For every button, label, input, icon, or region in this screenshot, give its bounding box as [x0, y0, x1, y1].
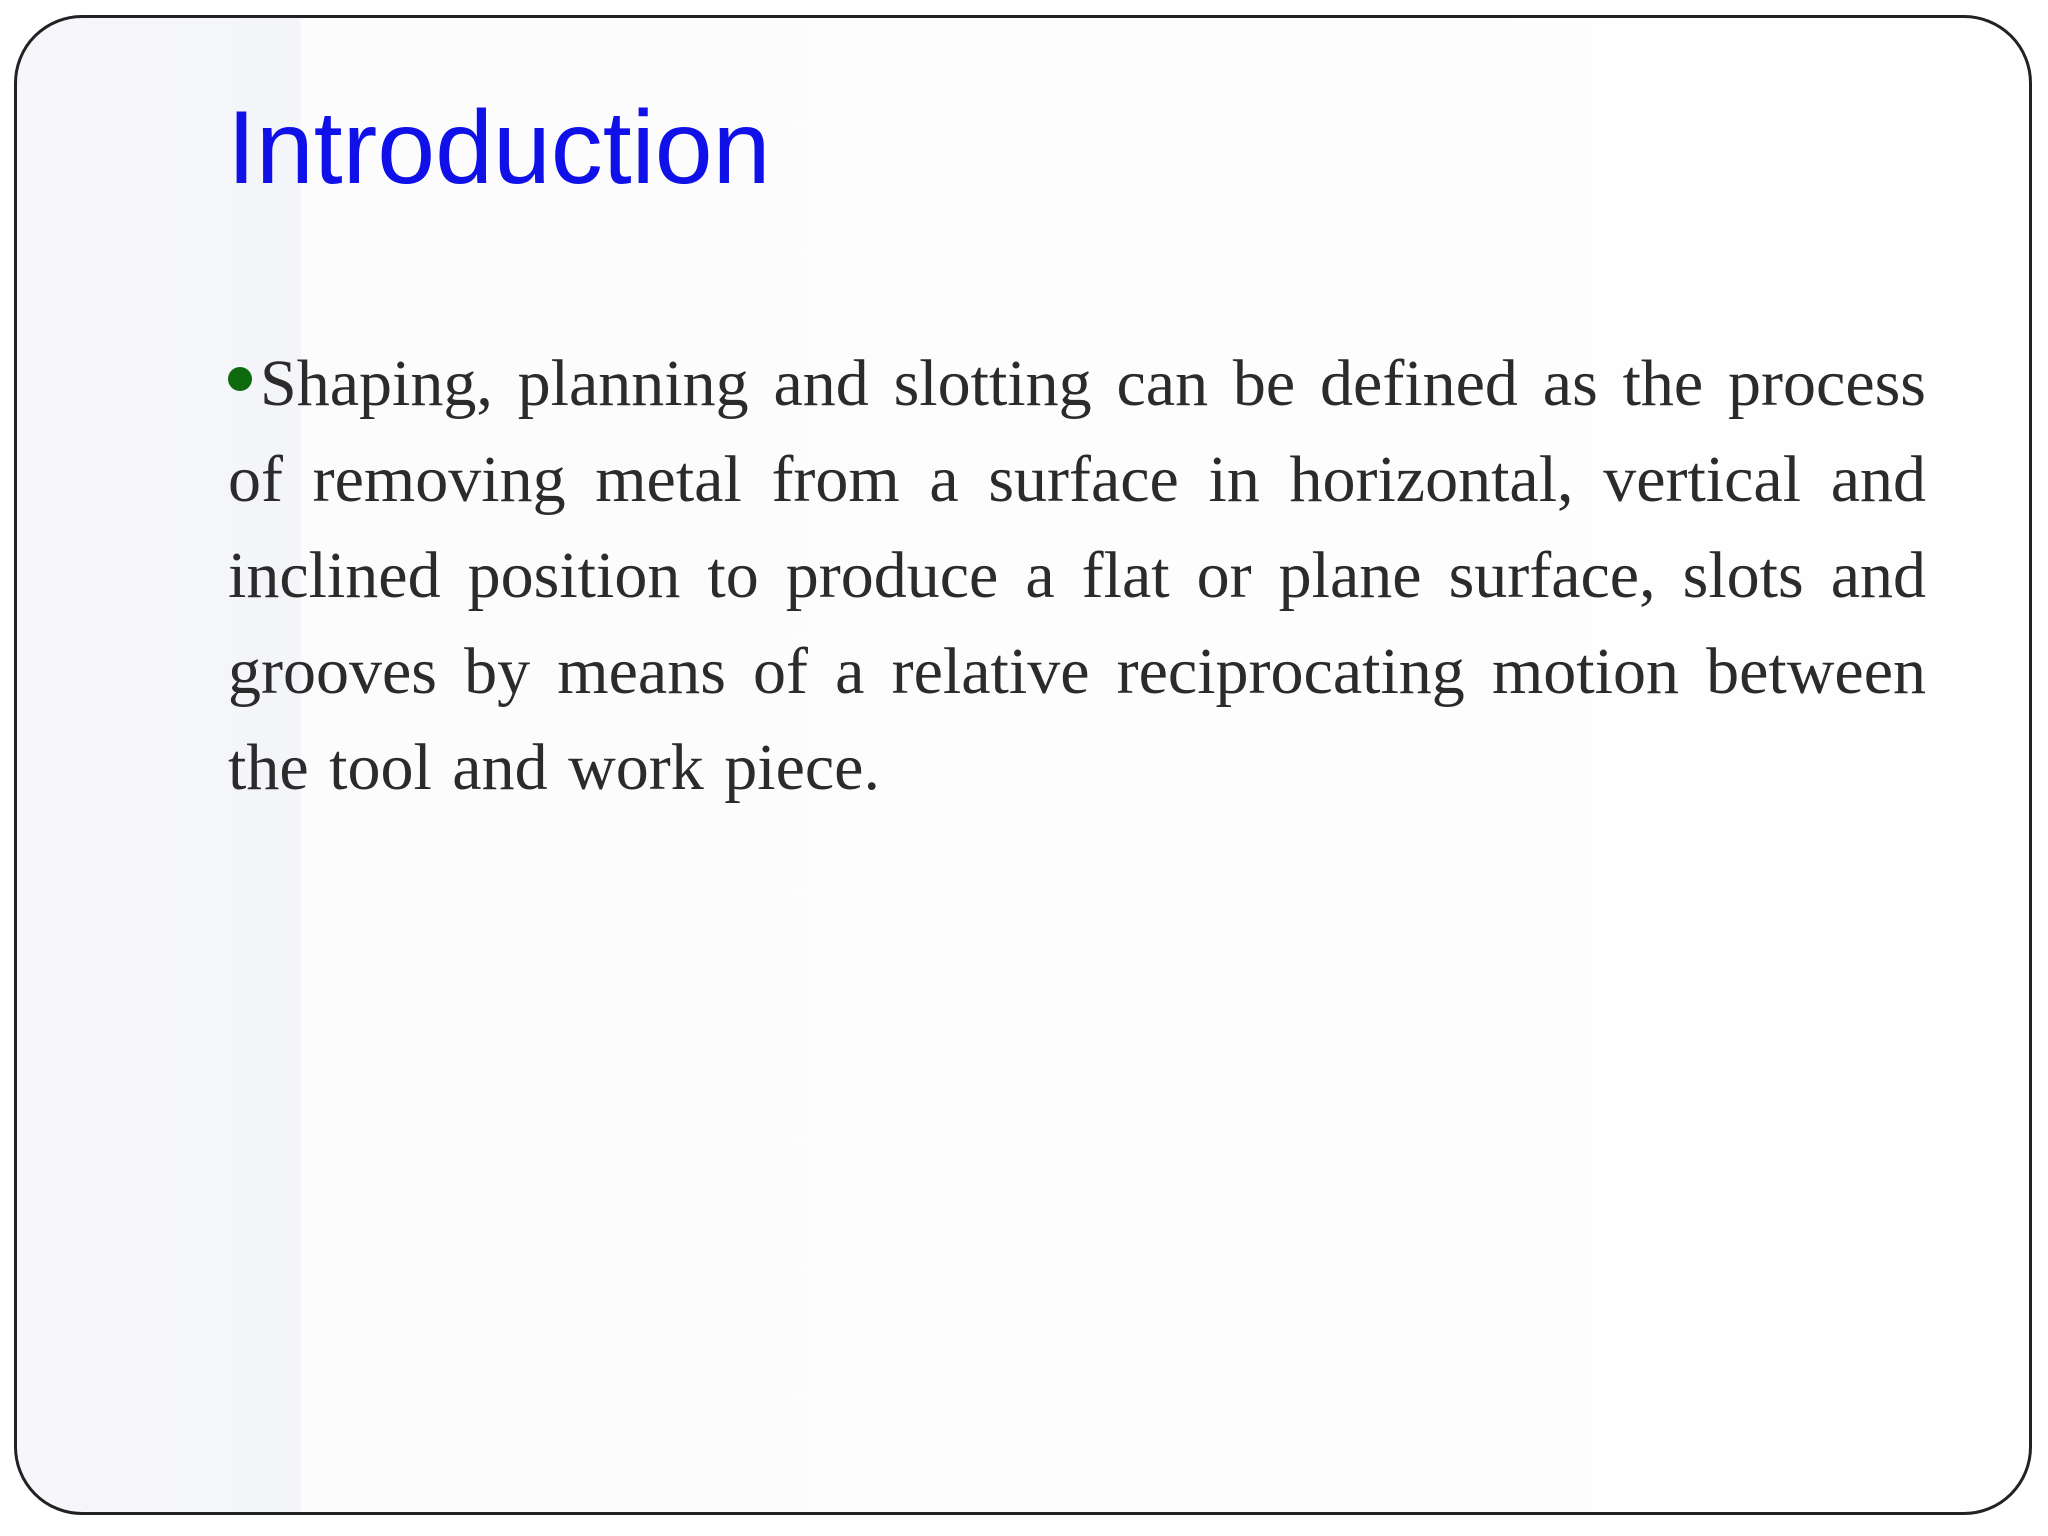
bullet-item — [228, 336, 1926, 816]
slide-title: Introduction — [227, 90, 771, 206]
bullet-dot-icon — [228, 367, 252, 391]
bullet-text: Shaping, planning and slotting can be defined as the process of removing metal from a surface in horizontal, vertical and inclined position to produce a flat or plane surface, slots and grooves by means of a relative reciprocating motion between the tool and work piece. — [228, 347, 1926, 804]
